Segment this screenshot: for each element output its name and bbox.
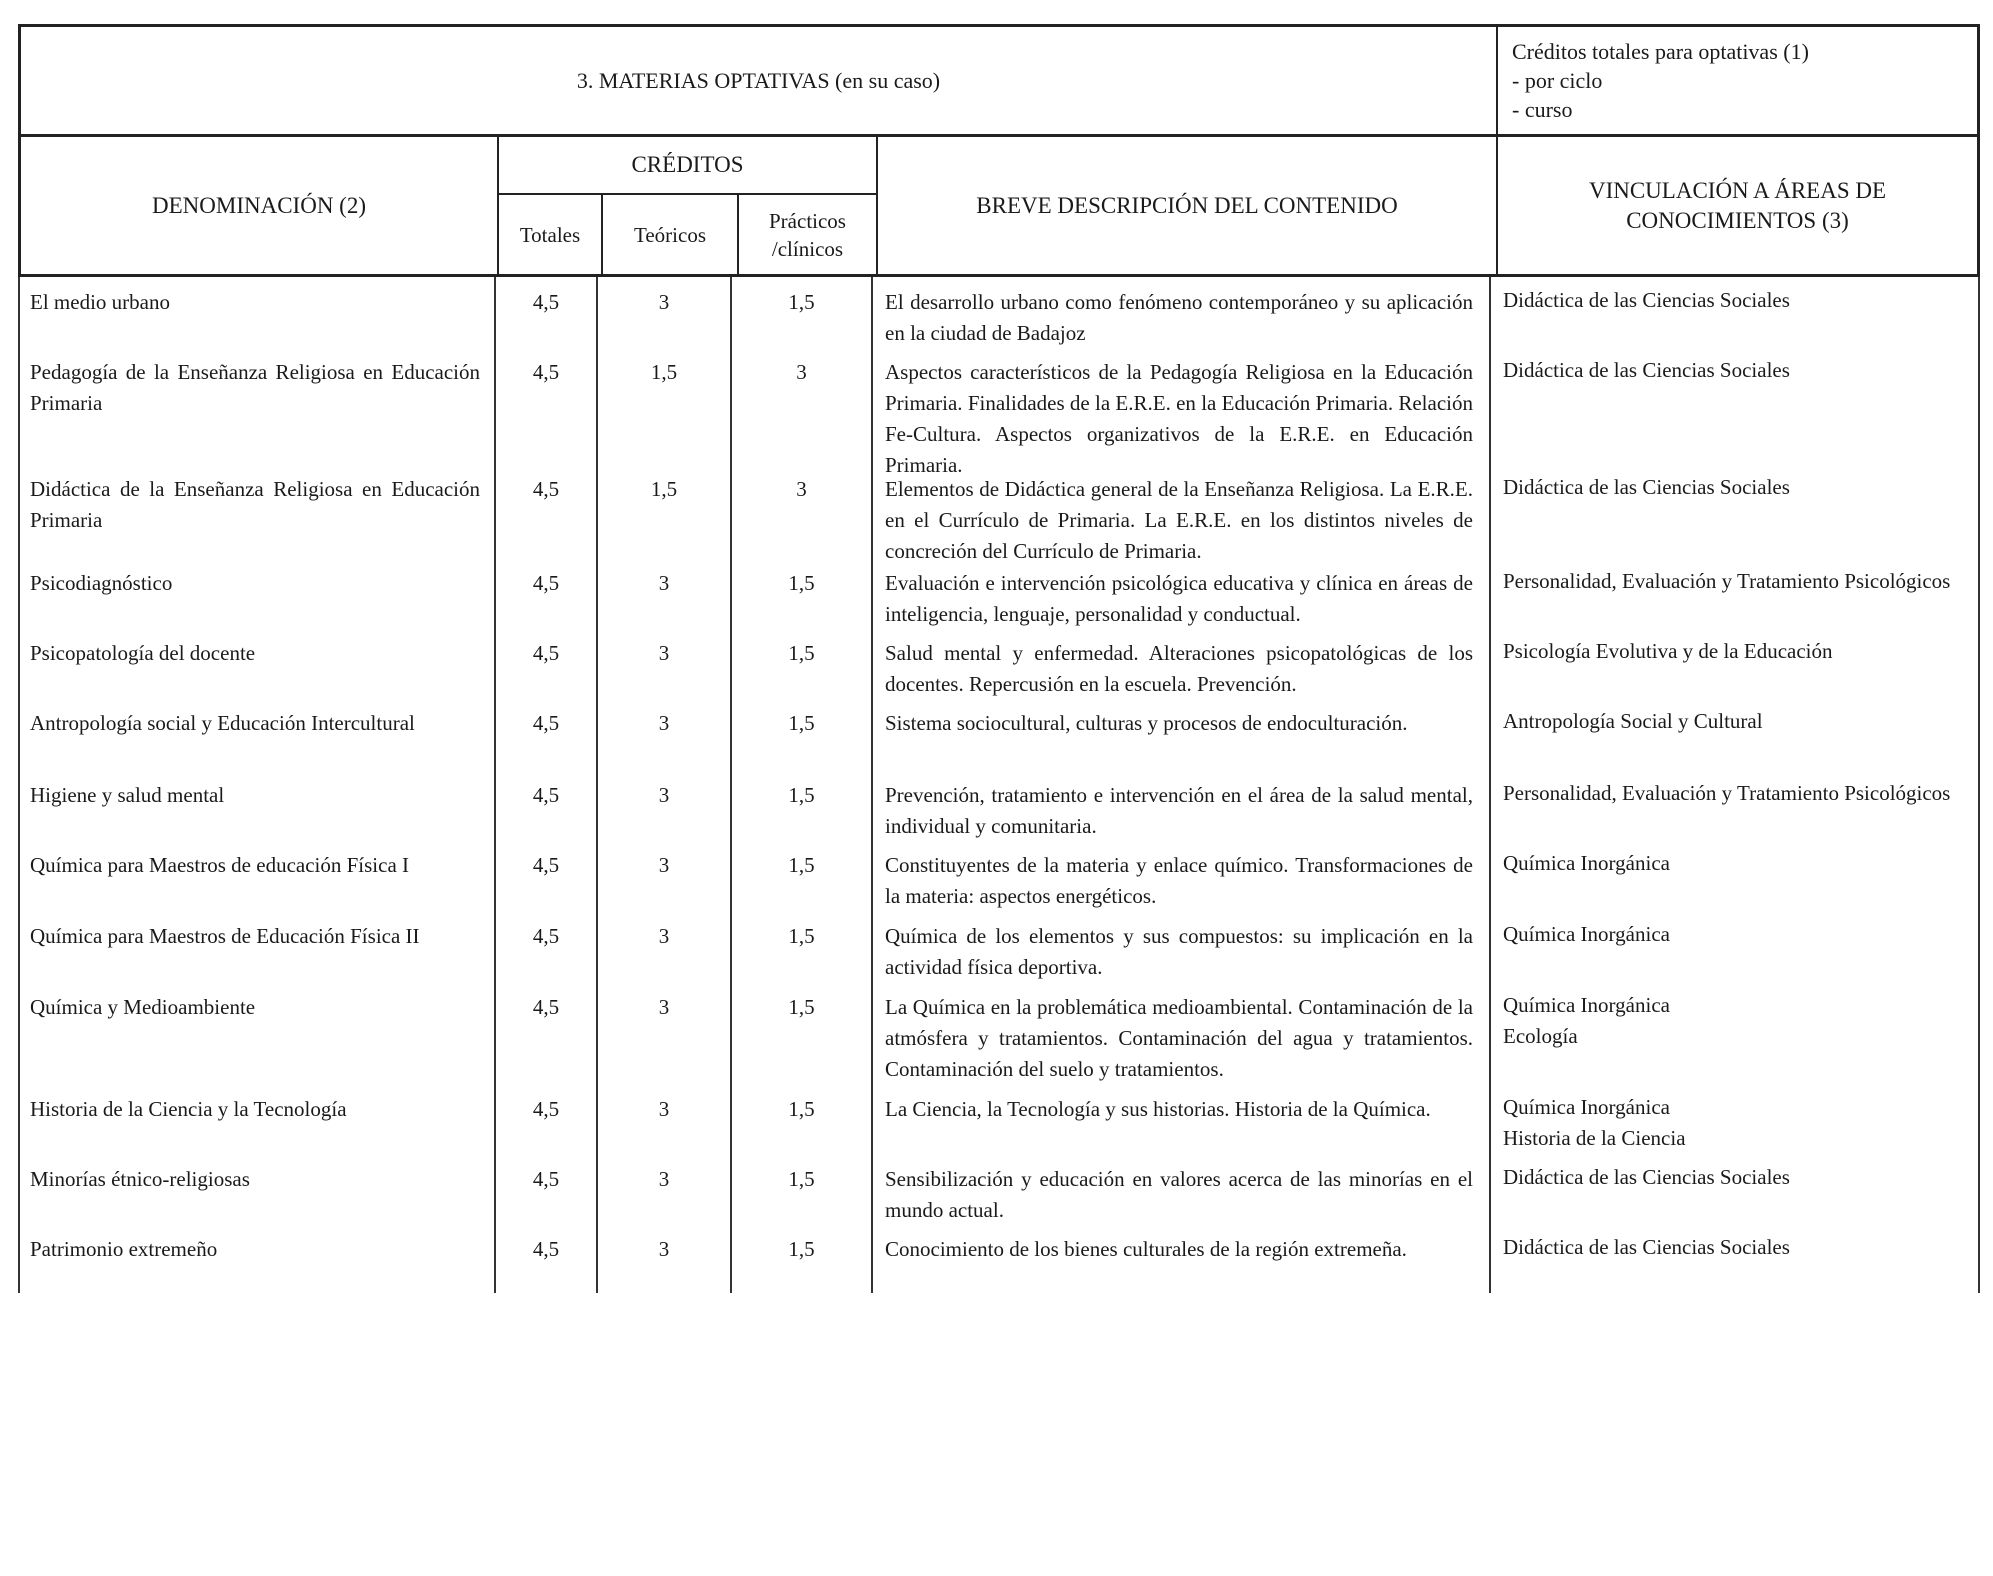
knowledge-areas xyxy=(1491,347,1978,464)
subject-description: Elementos de Didáctica general de la Enseñanza Religiosa. La E.R.E. en el Currículo de Primaria. La E.R.E. en los distintos niveles de concreción del Currículo de Primaria. xyxy=(873,464,1491,558)
header-vinculacion-line: VINCULACIÓN A ÁREAS DE xyxy=(1588,177,1887,203)
subject-description: La Ciencia, la Tecnología y sus historias. Historia de la Química. xyxy=(873,1084,1491,1154)
header-practicos-line: Prácticos xyxy=(769,208,846,233)
header-creditos-subcolumns xyxy=(499,195,876,274)
header-teoricos: Teóricos xyxy=(603,195,739,274)
header-denominacion: DENOMINACIÓN (2) xyxy=(21,137,499,274)
header-creditos-group xyxy=(499,137,878,274)
table-row xyxy=(20,277,1978,347)
knowledge-areas xyxy=(1491,770,1978,840)
knowledge-area: Ecología xyxy=(1503,1024,1578,1048)
credits-note xyxy=(1498,27,1977,134)
knowledge-area: Didáctica de las Ciencias Sociales xyxy=(1503,1235,1790,1259)
table-row xyxy=(20,770,1978,840)
credits-theory: 3 xyxy=(598,628,732,698)
section-header xyxy=(18,24,1980,137)
credits-total: 4,5 xyxy=(496,277,598,347)
header-vinculacion xyxy=(1498,137,1977,274)
subject-description: El desarrollo urbano como fenómeno contemporáneo y su aplicación en la ciudad de Badajoz xyxy=(873,277,1491,347)
subject-name: Química para Maestros de Educación Física II xyxy=(20,911,496,982)
knowledge-area: Didáctica de las Ciencias Sociales xyxy=(1503,358,1790,382)
knowledge-areas xyxy=(1491,628,1978,698)
credits-total: 4,5 xyxy=(496,1154,598,1224)
header-vinculacion-line: CONOCIMIENTOS (3) xyxy=(1626,207,1849,233)
table-row xyxy=(20,347,1978,477)
knowledge-areas xyxy=(1491,1084,1978,1154)
credits-practice: 1,5 xyxy=(732,628,873,698)
header-creditos: CRÉDITOS xyxy=(499,137,876,195)
credits-practice: 1,5 xyxy=(732,698,873,770)
knowledge-area: Didáctica de las Ciencias Sociales xyxy=(1503,288,1790,312)
credits-practice: 1,5 xyxy=(732,911,873,982)
subject-name: Química y Medioambiente xyxy=(20,982,496,1084)
credits-total: 4,5 xyxy=(496,558,598,628)
credits-practice: 3 xyxy=(732,464,873,558)
table-row xyxy=(20,911,1978,982)
subject-name: Pedagogía de la Enseñanza Religiosa en Educación Primaria xyxy=(20,347,496,464)
header-practicos xyxy=(739,195,876,274)
subject-description: Aspectos característicos de la Pedagogía Religiosa en la Educación Primaria. Finalidades de la E.R.E. en la Educación Primaria. Relación Fe-Cultura. Aspectos organizativos de la E.R.E. en Educación Primaria. xyxy=(873,347,1491,464)
table-row xyxy=(20,698,1978,770)
knowledge-area: Didáctica de las Ciencias Sociales xyxy=(1503,475,1790,499)
credits-note-line: - por ciclo xyxy=(1512,68,1603,93)
subject-description: La Química en la problemática medioambiental. Contaminación de la atmósfera y tratamientos. Contaminación del agua y tratamientos. Contaminación del suelo y tratamientos. xyxy=(873,982,1491,1084)
subject-name: Psicopatología del docente xyxy=(20,628,496,698)
knowledge-areas xyxy=(1491,911,1978,982)
subject-description: Conocimiento de los bienes culturales de la región extremeña. xyxy=(873,1224,1491,1293)
subject-description: Prevención, tratamiento e intervención en el área de la salud mental, individual y comunitaria. xyxy=(873,770,1491,840)
optativas-table xyxy=(18,24,1980,1293)
table-row xyxy=(20,1154,1978,1224)
knowledge-area: Didáctica de las Ciencias Sociales xyxy=(1503,1165,1790,1189)
credits-theory: 3 xyxy=(598,1154,732,1224)
knowledge-areas xyxy=(1491,1224,1978,1293)
subject-description: Salud mental y enfermedad. Alteraciones psicopatológicas de los docentes. Repercusión en la escuela. Prevención. xyxy=(873,628,1491,698)
credits-practice: 1,5 xyxy=(732,558,873,628)
table-body xyxy=(18,277,1980,1293)
knowledge-areas xyxy=(1491,698,1978,770)
credits-total: 4,5 xyxy=(496,698,598,770)
knowledge-areas xyxy=(1491,277,1978,347)
knowledge-area: Personalidad, Evaluación y Tratamiento Psicológicos xyxy=(1503,781,1951,805)
knowledge-area: Química Inorgánica xyxy=(1503,851,1670,875)
credits-theory: 3 xyxy=(598,982,732,1084)
credits-practice: 3 xyxy=(732,347,873,464)
credits-theory: 1,5 xyxy=(598,347,732,464)
credits-total: 4,5 xyxy=(496,628,598,698)
credits-practice: 1,5 xyxy=(732,770,873,840)
table-row xyxy=(20,558,1978,628)
header-totales: Totales xyxy=(499,195,603,274)
section-title: 3. MATERIAS OPTATIVAS (en su caso) xyxy=(21,27,1498,134)
credits-theory: 3 xyxy=(598,840,732,911)
subject-name: Minorías étnico-religiosas xyxy=(20,1154,496,1224)
subject-name: Didáctica de la Enseñanza Religiosa en Educación Primaria xyxy=(20,464,496,558)
credits-total: 4,5 xyxy=(496,1224,598,1293)
knowledge-area: Historia de la Ciencia xyxy=(1503,1126,1686,1150)
table-row xyxy=(20,464,1978,563)
credits-theory: 3 xyxy=(598,558,732,628)
credits-total: 4,5 xyxy=(496,464,598,558)
credits-practice: 1,5 xyxy=(732,1084,873,1154)
table-row xyxy=(20,1224,1978,1293)
knowledge-areas xyxy=(1491,982,1978,1084)
subject-name: Psicodiagnóstico xyxy=(20,558,496,628)
subject-description: Constituyentes de la materia y enlace químico. Transformaciones de la materia: aspectos energéticos. xyxy=(873,840,1491,911)
credits-theory: 3 xyxy=(598,770,732,840)
subject-name: Química para Maestros de educación Física I xyxy=(20,840,496,911)
knowledge-areas xyxy=(1491,558,1978,628)
credits-total: 4,5 xyxy=(496,1084,598,1154)
subject-description: Sensibilización y educación en valores acerca de las minorías en el mundo actual. xyxy=(873,1154,1491,1224)
subject-name: El medio urbano xyxy=(20,277,496,347)
credits-practice: 1,5 xyxy=(732,840,873,911)
knowledge-area: Química Inorgánica xyxy=(1503,993,1670,1017)
header-descripcion: BREVE DESCRIPCIÓN DEL CONTENIDO xyxy=(878,137,1498,274)
credits-theory: 3 xyxy=(598,698,732,770)
credits-theory: 3 xyxy=(598,911,732,982)
header-practicos-line: /clínicos xyxy=(771,236,844,261)
credits-practice: 1,5 xyxy=(732,277,873,347)
subject-description: Evaluación e intervención psicológica educativa y clínica en áreas de inteligencia, lenguaje, personalidad y conductual. xyxy=(873,558,1491,628)
subject-name: Higiene y salud mental xyxy=(20,770,496,840)
subject-description: Sistema sociocultural, culturas y procesos de endoculturación. xyxy=(873,698,1491,770)
credits-theory: 1,5 xyxy=(598,464,732,558)
credits-practice: 1,5 xyxy=(732,1154,873,1224)
knowledge-area: Personalidad, Evaluación y Tratamiento Psicológicos xyxy=(1503,569,1951,593)
credits-total: 4,5 xyxy=(496,347,598,464)
credits-theory: 3 xyxy=(598,1224,732,1293)
subject-name: Patrimonio extremeño xyxy=(20,1224,496,1293)
credits-total: 4,5 xyxy=(496,840,598,911)
credits-total: 4,5 xyxy=(496,982,598,1084)
knowledge-areas xyxy=(1491,464,1978,558)
knowledge-area: Antropología Social y Cultural xyxy=(1503,709,1763,733)
subject-name: Historia de la Ciencia y la Tecnología xyxy=(20,1084,496,1154)
credits-practice: 1,5 xyxy=(732,982,873,1084)
knowledge-area: Química Inorgánica xyxy=(1503,1095,1670,1119)
knowledge-area: Psicología Evolutiva y de la Educación xyxy=(1503,639,1833,663)
credits-theory: 3 xyxy=(598,277,732,347)
table-row xyxy=(20,1084,1978,1154)
credits-note-line: - curso xyxy=(1512,97,1573,122)
credits-theory: 3 xyxy=(598,1084,732,1154)
credits-total: 4,5 xyxy=(496,911,598,982)
table-row xyxy=(20,628,1978,698)
credits-total: 4,5 xyxy=(496,770,598,840)
table-row xyxy=(20,982,1978,1084)
column-header-row xyxy=(18,137,1980,277)
knowledge-areas xyxy=(1491,840,1978,911)
credits-practice: 1,5 xyxy=(732,1224,873,1293)
credits-note-line: Créditos totales para optativas (1) xyxy=(1512,39,1809,64)
table-row xyxy=(20,840,1978,911)
subject-description: Química de los elementos y sus compuestos: su implicación en la actividad física deportiva. xyxy=(873,911,1491,982)
knowledge-areas xyxy=(1491,1154,1978,1224)
knowledge-area: Química Inorgánica xyxy=(1503,922,1670,946)
subject-name: Antropología social y Educación Intercultural xyxy=(20,698,496,770)
